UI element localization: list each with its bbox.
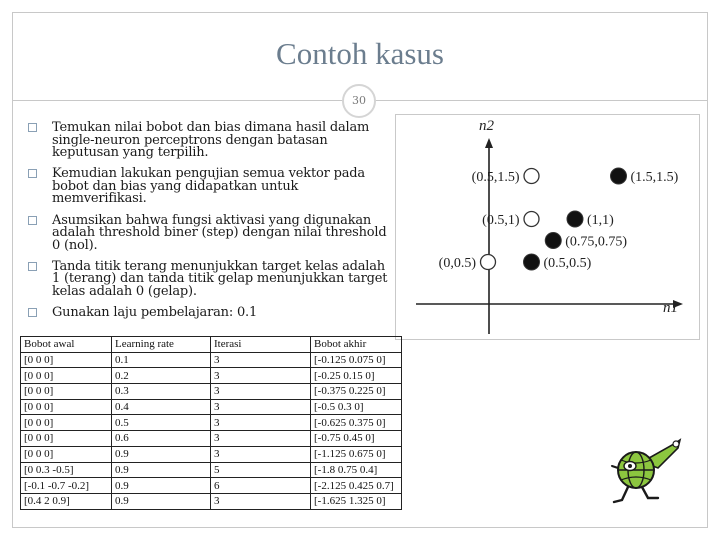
table-header-row: [21, 337, 402, 353]
table-cell: 0.5: [112, 415, 211, 431]
square-bullet-icon: [28, 308, 37, 317]
table-cell: 0.1: [112, 352, 211, 368]
bullet-text: Kemudian lakukan pengujian semua vektor pada bobot dan bias yang didapatkan untuk memverifikasi.: [52, 166, 365, 207]
header-iterasi: Iterasi: [211, 337, 311, 353]
dark-point: [524, 254, 540, 270]
scatter-plot: [395, 114, 700, 340]
table-cell: [-0.25 0.15 0]: [311, 368, 402, 384]
bullet-item: [28, 168, 388, 206]
light-point: [524, 169, 539, 184]
point-label: (0.75,0.75): [565, 234, 628, 250]
bullet-item: [28, 307, 388, 320]
table-cell: 3: [211, 431, 311, 447]
table-cell: 0.9: [112, 462, 211, 478]
table-cell: [-0.5 0.3 0]: [311, 399, 402, 415]
table-cell: [-0.375 0.225 0]: [311, 384, 402, 400]
table-cell: 0.3: [112, 384, 211, 400]
table-cell: 3: [211, 399, 311, 415]
table-cell: 0.4: [112, 399, 211, 415]
table-cell: [-2.125 0.425 0.7]: [311, 478, 402, 494]
header-learning-rate: Learning rate: [112, 337, 211, 353]
square-bullet-icon: [28, 169, 37, 178]
slide-title: Contoh kasus: [276, 36, 444, 71]
table-row: [21, 462, 402, 478]
table-cell: [0 0.3 -0.5]: [21, 462, 112, 478]
page-number: 30: [342, 84, 376, 118]
table-cell: [-0.125 0.075 0]: [311, 352, 402, 368]
table-cell: [0 0 0]: [21, 431, 112, 447]
table-cell: [-0.625 0.375 0]: [311, 415, 402, 431]
table-cell: [0 0 0]: [21, 415, 112, 431]
table-cell: 0.2: [112, 368, 211, 384]
bullet-text: Temukan nilai bobot dan bias dimana hasil dalam single-neuron perceptrons dengan batasan keputusan yang terpilih.: [52, 120, 370, 161]
table-cell: 5: [211, 462, 311, 478]
table-cell: [0 0 0]: [21, 368, 112, 384]
bullet-item: [28, 122, 388, 160]
table-cell: 3: [211, 384, 311, 400]
results-table: [20, 336, 402, 510]
table-cell: [0.4 2 0.9]: [21, 493, 112, 509]
table-cell: 0.9: [112, 446, 211, 462]
dark-point: [611, 168, 627, 184]
y-axis-label: n2: [479, 118, 494, 134]
bullet-text: Tanda titik terang menunjukkan target kelas adalah 1 (terang) dan tanda titik gelap menunjukkan target kelas adalah 0 (gelap).: [52, 258, 388, 300]
table-cell: [0 0 0]: [21, 352, 112, 368]
table-cell: [-0.1 -0.7 -0.2]: [21, 478, 112, 494]
table-cell: 0.9: [112, 478, 211, 494]
table-row: [21, 431, 402, 447]
table-cell: 0.9: [112, 493, 211, 509]
table-cell: [0 0 0]: [21, 446, 112, 462]
bullet-text: Gunakan laju pembelajaran: 0.1: [52, 305, 258, 321]
table-cell: 3: [211, 493, 311, 509]
square-bullet-icon: [28, 216, 37, 225]
table-cell: [-1.8 0.75 0.4]: [311, 462, 402, 478]
point-label: (0.5,1.5): [471, 170, 520, 185]
table-row: [21, 368, 402, 384]
table-cell: 3: [211, 368, 311, 384]
table-row: [21, 384, 402, 400]
table-cell: 3: [211, 352, 311, 368]
globe-mascot-icon: [608, 436, 688, 506]
plot-border: [396, 115, 700, 340]
bullet-item: [28, 212, 388, 253]
dark-point: [545, 233, 561, 249]
bullet-item: [28, 258, 388, 300]
table-cell: [0 0 0]: [21, 384, 112, 400]
light-point: [481, 255, 496, 270]
table-cell: 6: [211, 478, 311, 494]
table-row: [21, 493, 402, 509]
table-cell: 3: [211, 415, 311, 431]
bullet-text: Asumsikan bahwa fungsi aktivasi yang digunakan adalah threshold biner (step) dengan nilai threshold 0 (nol).: [52, 212, 387, 253]
point-label: (0,0.5): [438, 256, 476, 271]
table-row: [21, 478, 402, 494]
table-cell: [-0.75 0.45 0]: [311, 431, 402, 447]
table-cell: [0 0 0]: [21, 399, 112, 415]
header-bobot-akhir: Bobot akhir: [311, 337, 402, 353]
point-label: (1.5,1.5): [630, 170, 679, 185]
table-cell: [-1.625 1.325 0]: [311, 493, 402, 509]
square-bullet-icon: [28, 262, 37, 271]
point-label: (0.5,1): [482, 213, 520, 228]
point-label: (0.5,0.5): [543, 256, 592, 271]
table-row: [21, 415, 402, 431]
light-point: [524, 212, 539, 227]
table-cell: 0.6: [112, 431, 211, 447]
header-bobot-awal: Bobot awal: [21, 337, 112, 353]
table-cell: 3: [211, 446, 311, 462]
bullet-list: [28, 122, 388, 328]
x-axis-label: n1: [663, 300, 678, 316]
dark-point: [567, 211, 583, 227]
table-row: [21, 446, 402, 462]
point-label: (1,1): [587, 213, 614, 228]
table-row: [21, 399, 402, 415]
table-row: [21, 352, 402, 368]
table-cell: [-1.125 0.675 0]: [311, 446, 402, 462]
square-bullet-icon: [28, 123, 37, 132]
